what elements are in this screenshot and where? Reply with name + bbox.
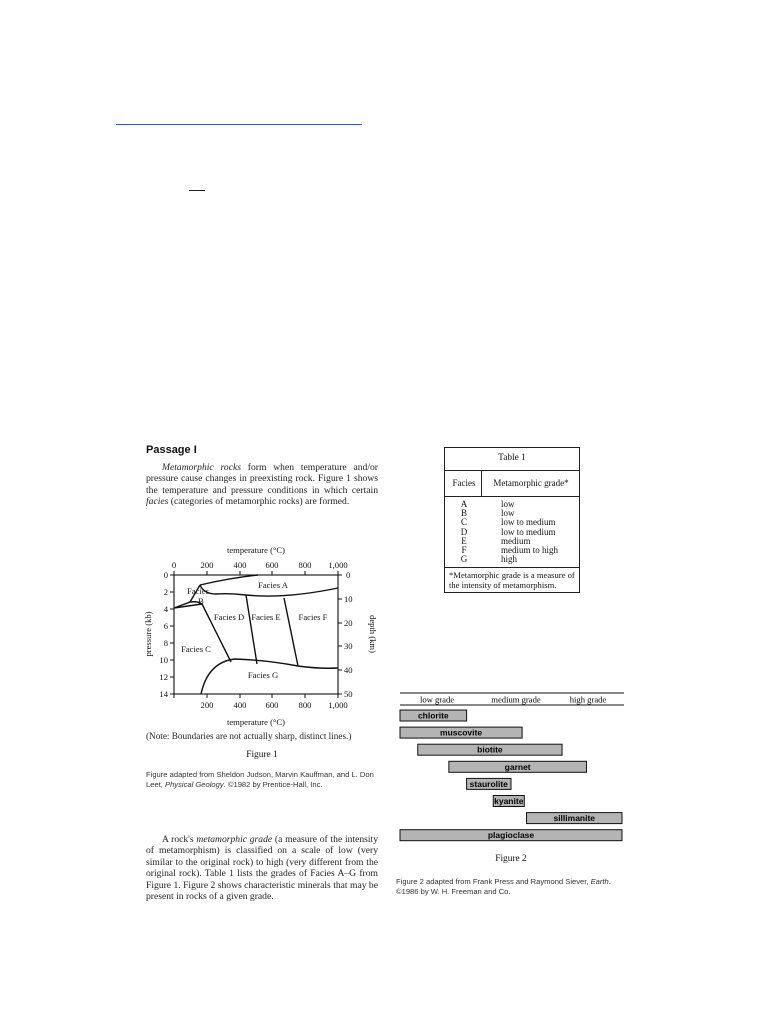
table-cell: high — [501, 554, 518, 565]
table-cell: D — [460, 526, 468, 537]
table1-rule — [445, 496, 579, 497]
table-cell: B — [460, 508, 467, 519]
temp-tick-top: 400 — [233, 560, 247, 570]
pressure-tick: 6 — [163, 621, 168, 631]
pressure-tick: 10 — [159, 655, 168, 665]
short-rule — [189, 190, 205, 191]
mineral-label-muscovite: muscovite — [440, 727, 483, 738]
link-underline[interactable] — [116, 124, 362, 125]
table1-column-divider — [481, 470, 482, 497]
table1-grade-column — [501, 500, 558, 564]
facies-b-label: Facies — [187, 586, 209, 596]
pressure-tick: 14 — [159, 689, 168, 699]
temp-tick-top: 600 — [265, 560, 279, 570]
table-cell: low — [501, 499, 515, 509]
facies-a-label: Facies A — [258, 580, 288, 590]
pressure-tick: 0 — [163, 570, 168, 580]
facies-f-label: Facies F — [298, 612, 328, 622]
pressure-tick: 8 — [163, 638, 168, 648]
mineral-label-plagioclase: plagioclase — [487, 830, 535, 841]
table1-facies-column — [451, 500, 477, 564]
depth-tick: 40 — [344, 665, 353, 675]
figure2-header-low: low grade — [419, 694, 455, 705]
table1-rule — [445, 567, 579, 568]
table1-title: Table 1 — [498, 453, 526, 463]
term-metamorphic-rocks: Metamorphic rocks — [162, 462, 241, 473]
figure1-credit: Figure adapted from Sheldon Judson, Marvin Kauffman, and L. Don Leet, Physical Geology. ©1982 by Prentice-Hall, Inc. — [146, 770, 374, 789]
figure1-phase-diagram — [140, 544, 380, 730]
top-axis-title: temperature (°C) — [226, 545, 286, 555]
temp-tick-bottom: 200 — [200, 700, 214, 710]
facies-g-label: Facies G — [247, 670, 279, 680]
figure2-caption: Figure 2 — [495, 854, 527, 864]
figure2-header-medium: medium grade — [491, 694, 541, 705]
figure2-header-high: high grade — [569, 694, 607, 705]
figure1-note: (Note: Boundaries are not actually sharp, distinct lines.) — [146, 731, 352, 741]
figure2-mineral-ranges — [398, 690, 626, 846]
temp-tick-bottom: 600 — [265, 700, 279, 710]
temp-tick-top: 200 — [200, 560, 214, 570]
mineral-label-biotite: biotite — [477, 744, 503, 755]
term-metamorphic-grade: metamorphic grade — [196, 834, 273, 845]
table1-header-facies: Facies — [452, 478, 476, 488]
facies-c-label: Facies C — [181, 644, 211, 654]
table-cell: F — [461, 545, 467, 556]
mineral-label-chlorite: chlorite — [417, 710, 449, 721]
temp-tick-bottom: 1,000 — [328, 700, 348, 710]
depth-tick: 20 — [344, 618, 353, 628]
boundary-a-upper — [200, 575, 258, 585]
facies-b-label: B — [198, 596, 204, 606]
table1-header-grade: Metamorphic grade* — [493, 478, 569, 488]
temp-tick-top: 0 — [171, 560, 177, 570]
table-cell: A — [460, 499, 468, 509]
temp-tick-bottom: 400 — [233, 700, 247, 710]
pressure-axis-title: pressure (kb) — [143, 611, 153, 657]
facies-e-label: Facies E — [251, 612, 281, 622]
passage-paragraph-1: Metamorphic rocks form when temperature and/or pressure cause changes in preexisting rock. Figure 1 shows the temperature and pressure conditions in which certain facies (categories of metamorphic rocks) are formed. — [146, 462, 379, 508]
mineral-label-kyanite: kyanite — [494, 796, 524, 806]
figure2-credit: Figure 2 adapted from Frank Press and Raymond Siever, Earth. ©1986 by W. H. Freeman and Co. — [396, 877, 611, 896]
figure1-caption: Figure 1 — [246, 750, 278, 760]
table1-rule — [445, 470, 579, 471]
bottom-axis-title: temperature (°C) — [226, 717, 286, 727]
pressure-tick: 4 — [163, 604, 168, 614]
depth-axis-title: depth (km) — [368, 615, 378, 653]
temp-tick-bottom: 800 — [298, 700, 312, 710]
table-cell: low to medium — [501, 526, 556, 537]
table-cell: medium to high — [501, 545, 558, 556]
mineral-label-garnet: garnet — [504, 761, 531, 772]
passage-paragraph-2: A rock's metamorphic grade (a measure of the intensity of metamorphism) is classified on a scale of low (very similar to the original rock) to high (very different from the original rock). Table 1 lists the grades of Facies A–G from Figure 1. Figure 2 shows characteristic minerals that may be present in rocks of a given grade. — [146, 834, 378, 903]
depth-tick: 30 — [344, 641, 353, 651]
boundary-d-right — [246, 595, 257, 664]
facies-d-label: Facies D — [213, 612, 245, 622]
term-facies: facies — [146, 496, 169, 508]
mineral-label-sillimanite: sillimanite — [553, 813, 596, 824]
table-cell: E — [461, 535, 467, 546]
mineral-label-staurolite: staurolite — [469, 778, 508, 789]
temp-tick-top: 800 — [298, 560, 312, 570]
table-cell: low — [501, 508, 515, 519]
table-cell: C — [460, 517, 467, 528]
table-1 — [444, 447, 580, 593]
pressure-tick: 12 — [159, 672, 168, 682]
table-cell: medium — [501, 535, 531, 546]
pressure-tick: 2 — [163, 587, 168, 597]
passage-title: Passage I — [146, 444, 197, 456]
boundary-e-right — [284, 598, 298, 666]
depth-tick: 0 — [346, 570, 351, 580]
depth-tick: 50 — [344, 689, 353, 699]
table-cell: G — [460, 554, 468, 565]
table1-footnote: *Metamorphic grade is a measure of the intensity of metamorphism. — [449, 570, 575, 590]
table-cell: low to medium — [501, 517, 556, 528]
depth-tick: 10 — [344, 594, 353, 604]
temp-tick-top: 1,000 — [328, 560, 348, 570]
